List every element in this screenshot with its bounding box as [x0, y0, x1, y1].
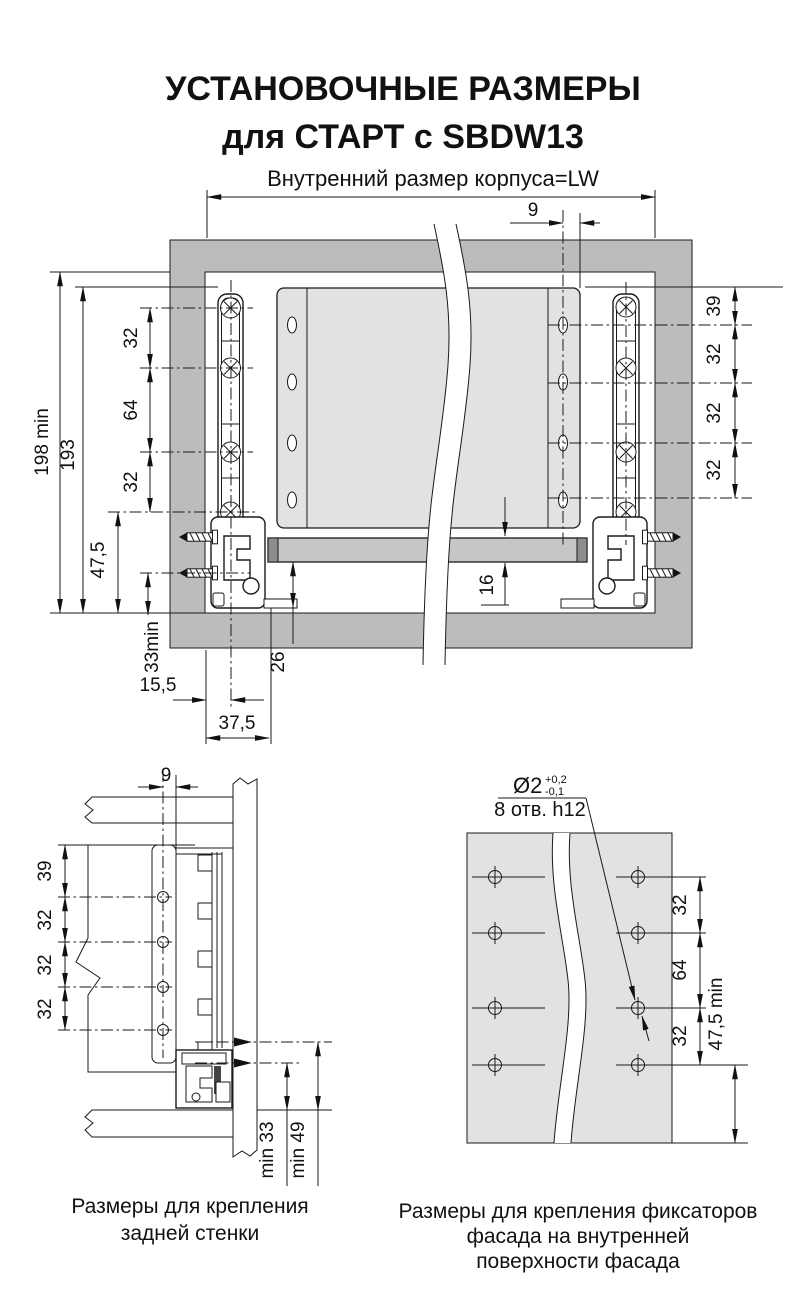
facade-dimensions [670, 877, 748, 1143]
dim-min33: min 33 [257, 1121, 278, 1179]
dim-198min: 198 min [32, 408, 53, 476]
hook-tab-icon [198, 903, 212, 919]
dim-33min: 33min [142, 621, 163, 673]
back-wall-caption [71, 1195, 308, 1245]
slide-section-detail [176, 1050, 232, 1108]
title-line-2: для СТАРТ с SBDW13 [222, 118, 584, 156]
dim-15-5: 15,5 [139, 675, 177, 696]
dim-37-5: 37,5 [218, 713, 256, 734]
back-wall-hatch [233, 778, 257, 1157]
dim-193: 193 [58, 439, 79, 471]
back-wall-view [35, 765, 332, 1245]
dim-9-back: 9 [160, 765, 172, 786]
back-wall-dimensions [35, 765, 332, 1186]
dim-32-right-1: 32 [704, 343, 725, 365]
hook-tab-icon [198, 951, 212, 967]
facade-view [399, 773, 758, 1273]
dim-32-facade-1: 32 [670, 894, 691, 916]
dim-32-back-2: 32 [35, 954, 56, 976]
drawer-back-panel [277, 288, 580, 528]
bottom-panel-hatch [85, 1110, 233, 1137]
caption-facade-1: Размеры для крепления фиксаторов [398, 1200, 758, 1223]
dim-47-5-min: 47,5 min [706, 977, 727, 1051]
title-line-1: УСТАНОВОЧНЫЕ РАЗМЕРЫ [165, 70, 641, 108]
dim-32-facade-2: 32 [670, 1025, 691, 1047]
dim-64-left: 64 [121, 399, 142, 421]
hook-tab-icon [198, 855, 212, 871]
caption-back-1: Размеры для крепления [71, 1195, 309, 1218]
facade-caption [399, 1200, 758, 1273]
dim-min49: min 49 [288, 1121, 309, 1179]
cabinet-width-label: Внутренний размер корпуса=LW [267, 166, 599, 191]
roller-icon [599, 578, 615, 594]
dim-32-left-2: 32 [121, 471, 142, 493]
tolerance-plus: +0,2 [545, 774, 567, 786]
dim-64-facade: 64 [670, 959, 691, 981]
dim-32-back-1: 32 [35, 909, 56, 931]
dim-26: 26 [268, 651, 289, 673]
dim-32-right-3: 32 [704, 459, 725, 481]
pilot-offset-dimension [510, 200, 600, 223]
drawer-side-profile [76, 845, 233, 1072]
cabinet-width-dimension [207, 166, 655, 238]
main-view [32, 166, 783, 744]
dim-9: 9 [527, 200, 539, 221]
dim-39-right: 39 [704, 295, 725, 317]
profile-rail [198, 852, 222, 1058]
hook-tab-icon [198, 999, 212, 1015]
roller-icon [243, 578, 259, 594]
tolerance-minus: -0,1 [545, 786, 564, 798]
left-dimension-chain [121, 308, 150, 512]
caption-facade-2: фасада на внутренней [466, 1225, 690, 1248]
dim-32-left-1: 32 [121, 327, 142, 349]
dim-39-back: 39 [35, 860, 56, 882]
top-panel-hatch [85, 797, 233, 823]
caption-facade-3: поверхности фасада [476, 1250, 680, 1273]
hole-diameter: Ø2 [513, 773, 543, 798]
dim-16: 16 [477, 574, 498, 596]
screw-tip-icon [234, 1059, 252, 1068]
page-title [165, 70, 641, 156]
caption-back-2: задней стенки [120, 1222, 260, 1245]
dim-47-5: 47,5 [88, 541, 109, 579]
dim-32-right-2: 32 [704, 402, 725, 424]
holes-count-note: 8 отв. h12 [494, 799, 586, 821]
dim-32-back-3: 32 [35, 998, 56, 1020]
screw-tip-icon [234, 1038, 252, 1047]
